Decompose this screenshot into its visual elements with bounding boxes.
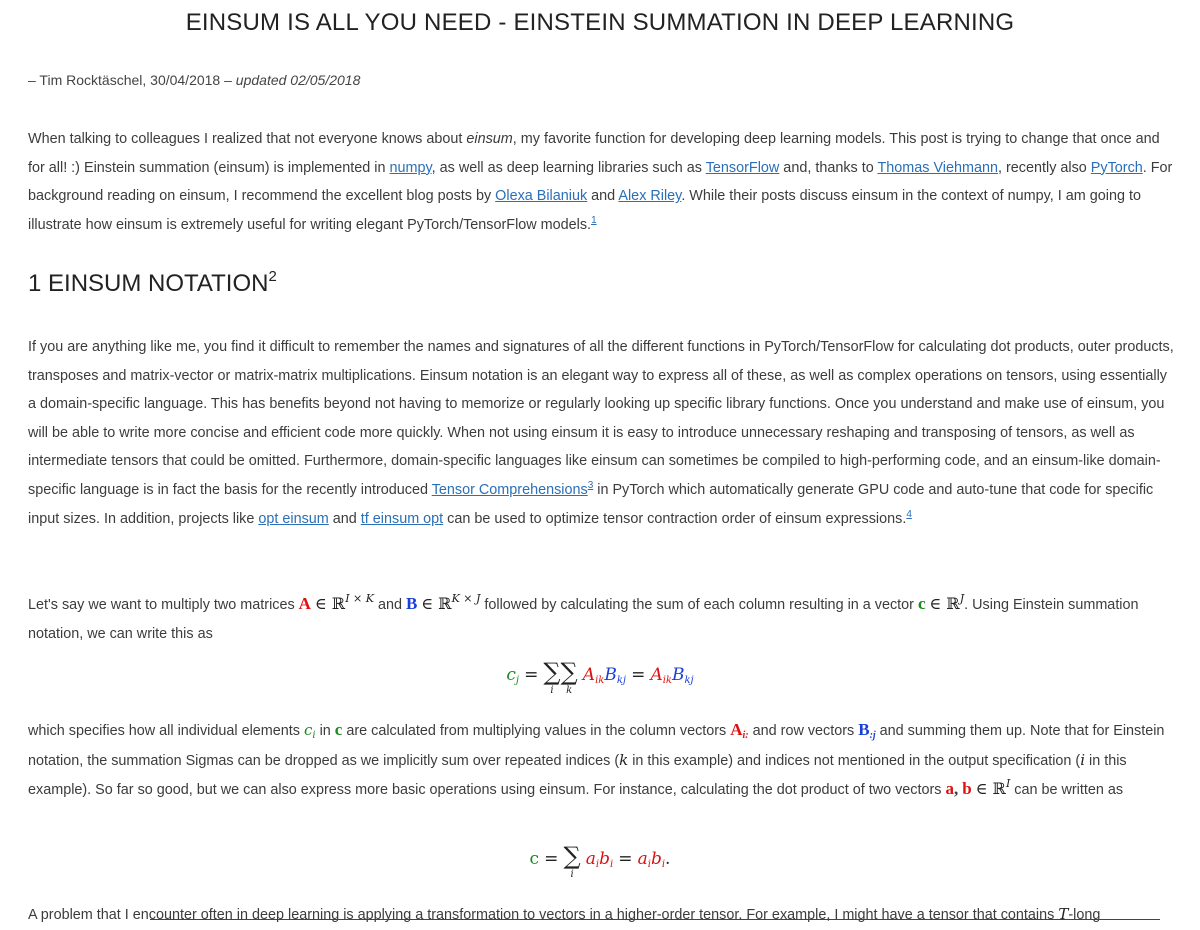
math-equals: = [544, 849, 559, 869]
math-in-reals: ∈ ℝ [975, 779, 1006, 799]
paragraph-text: and row vectors [748, 723, 859, 739]
math-b-i: bi [650, 849, 666, 870]
math-index-i: i [1080, 750, 1086, 769]
footnote-link-3[interactable]: 3 [587, 480, 594, 492]
einstein-notation-paragraph [28, 716, 1178, 805]
paragraph-text: . Using Einstein summation notation, we can write this as [28, 597, 1139, 642]
math-dims-ik: I × K [345, 592, 374, 605]
link-tf-einsum-opt[interactable]: tf einsum opt [360, 510, 444, 527]
link-olexa-bilaniuk[interactable]: Olexa Bilaniuk [495, 188, 588, 205]
paragraph-text: Let's say we want to multiply two matrices [28, 597, 299, 613]
math-t: T [1058, 905, 1069, 923]
paragraph-text: -long [1068, 907, 1101, 923]
math-in-reals: ∈ ℝ [314, 594, 346, 613]
matrix-multiply-paragraph [28, 590, 1178, 648]
math-in-reals: ∈ ℝ [421, 594, 452, 613]
paragraph-text: and [373, 597, 406, 613]
intro-emphasis: einsum [466, 131, 513, 147]
link-tensor-comprehensions[interactable]: Tensor Comprehensions [431, 481, 588, 498]
math-vector-a: a [945, 779, 954, 799]
math-b-i: bi [599, 849, 614, 870]
math-dim-i: I [1005, 777, 1011, 791]
intro-text: , as well as deep learning libraries such as [431, 159, 706, 176]
intro-text: , my favorite function for developing deep learning models. This post is trying to change that once and for all! :) Einstein summation (einsum) is implemented in [28, 131, 1160, 176]
equation-einsum-matmul [0, 658, 1200, 696]
footnote-link-1[interactable]: 1 [591, 214, 597, 226]
math-a-i: ai [585, 849, 600, 870]
paragraph-text: If you are anything like me, you find it difficult to remember the names and signatures of all the different functions in PyTorch/TensorFlow for calculating dot products, outer products, transposes and matrix-vector or matrix-matrix multiplications. Einsum notation is an elegant way to express all of these, as well as complex operations on tensors, using essentially a domain-specific language. This has benefits beyond not having to memorize or regularly looking up specific library functions. Once you understand and make use of einsum, you will be able to write more concise and efficient code more quickly. When not using einsum it is easy to introduce unnecessary reshaping and transposing of tensors, as well as intermediate tensors that could be omitted. Furthermore, domain-specific languages like einsum can sometimes be compiled to high-performing code, and an einsum-like domain-specific language is in fact the basis for the recently introduced [28, 339, 1174, 498]
intro-text: , recently also [998, 159, 1091, 176]
math-equals: = [618, 849, 633, 869]
math-c: c [529, 849, 540, 869]
math-b-kj: Bkj [604, 665, 626, 686]
higher-order-tensor-paragraph [28, 900, 1178, 930]
intro-text: and, thanks to [779, 159, 878, 176]
sigma-k: ∑ k [560, 658, 578, 696]
paragraph-text: followed by calculating the sum of each column resulting in a vector [480, 597, 918, 613]
math-c-i: $c_i$ [303, 721, 316, 741]
page-title: EINSUM IS ALL YOU NEED - EINSTEIN SUMMATION IN DEEP LEARNING [185, 9, 1015, 36]
intro-text: When talking to colleagues I realized that not everyone knows about [28, 131, 467, 147]
paragraph-text: A problem that I encounter often in deep learning is applying a transformation to vectors in a higher-order tensor. For example, I might have a tensor that contains [28, 907, 1059, 923]
equation-dot-product [0, 842, 1200, 880]
math-vector-c: c [334, 720, 343, 739]
paragraph-text: in this example). So far so good, but we can also express more basic operations using einsum. For instance, calculating the dot product of two vectors [28, 752, 1127, 799]
sigma-i: ∑ i [563, 842, 581, 880]
paragraph-text: in this example) and indices not mentioned in the output specification ( [628, 752, 1081, 769]
link-pytorch[interactable]: PyTorch [1090, 159, 1143, 176]
sigma-i: ∑ i [543, 658, 561, 696]
math-vector-c: c [917, 594, 926, 613]
link-alex-riley[interactable]: Alex Riley [618, 188, 682, 205]
math-equals: = [524, 665, 539, 685]
link-opt-einsum[interactable]: opt einsum [258, 510, 329, 527]
math-a-ik: Aik [650, 665, 672, 686]
link-tensorflow[interactable]: TensorFlow [705, 159, 780, 176]
paragraph-text: which specifies how all individual elements [28, 723, 304, 739]
math-c-j: cj [506, 665, 519, 686]
byline [28, 72, 360, 88]
math-b-kj: Bkj [671, 665, 694, 686]
math-matrix-a: A [298, 594, 311, 613]
math-dim-j: J [959, 592, 965, 605]
intro-paragraph [28, 125, 1178, 239]
math-equals: = [631, 665, 646, 685]
intro-text: and [587, 188, 619, 205]
paragraph-text: in PyTorch which automatically generate GPU code and auto-tune that code for specific input sizes. In addition, projects like [28, 481, 1154, 527]
math-a-i-col: Ai: [730, 720, 749, 741]
paragraph-text: are calculated from multiplying values in the column vectors [342, 723, 731, 739]
paragraph-text: in [315, 723, 335, 739]
math-vector-b: b [962, 779, 972, 799]
intro-text: . For background reading on einsum, I recommend the excellent blog posts by [28, 159, 1173, 205]
paragraph-text: can be written as [1010, 782, 1124, 799]
section-heading-einsum-notation [28, 270, 277, 298]
math-period: . [665, 849, 671, 869]
math-a-ik: Aik [582, 665, 605, 686]
link-thomas-viehmann[interactable]: Thomas Viehmann [877, 159, 998, 176]
byline-author-date: – Tim Rocktäschel, 30/04/2018 – [28, 72, 232, 88]
math-in-reals: ∈ ℝ [929, 594, 960, 613]
math-b-col-j: B:j [858, 720, 876, 741]
math-dims-kj: K × J [451, 592, 481, 605]
math-comma: , [953, 779, 959, 799]
paragraph-text: and summing them up. Note that for Einstein notation, the summation Sigmas can be dropped as we implicitly sum over repeated indices ( [28, 723, 1165, 769]
math-matrix-b: B [405, 594, 418, 613]
math-a-i: ai [637, 849, 651, 870]
link-numpy[interactable]: numpy [389, 159, 432, 176]
bottom-divider [150, 919, 1160, 920]
intro-text: . While their posts discuss einsum in the context of numpy, I am going to illustrate how einsum is extremely useful for writing elegant PyTorch/TensorFlow models. [28, 188, 1141, 233]
paragraph-text: can be used to optimize tensor contraction order of einsum expressions. [443, 510, 907, 527]
section-heading-text: 1 EINSUM NOTATION [28, 270, 269, 297]
byline-updated: updated 02/05/2018 [235, 72, 361, 88]
paragraph-text: and [328, 510, 361, 527]
math-index-k: k [619, 750, 629, 769]
einsum-notation-paragraph [28, 333, 1178, 533]
footnote-link-4[interactable]: 4 [906, 508, 912, 520]
footnote-ref-2: 2 [268, 268, 277, 285]
